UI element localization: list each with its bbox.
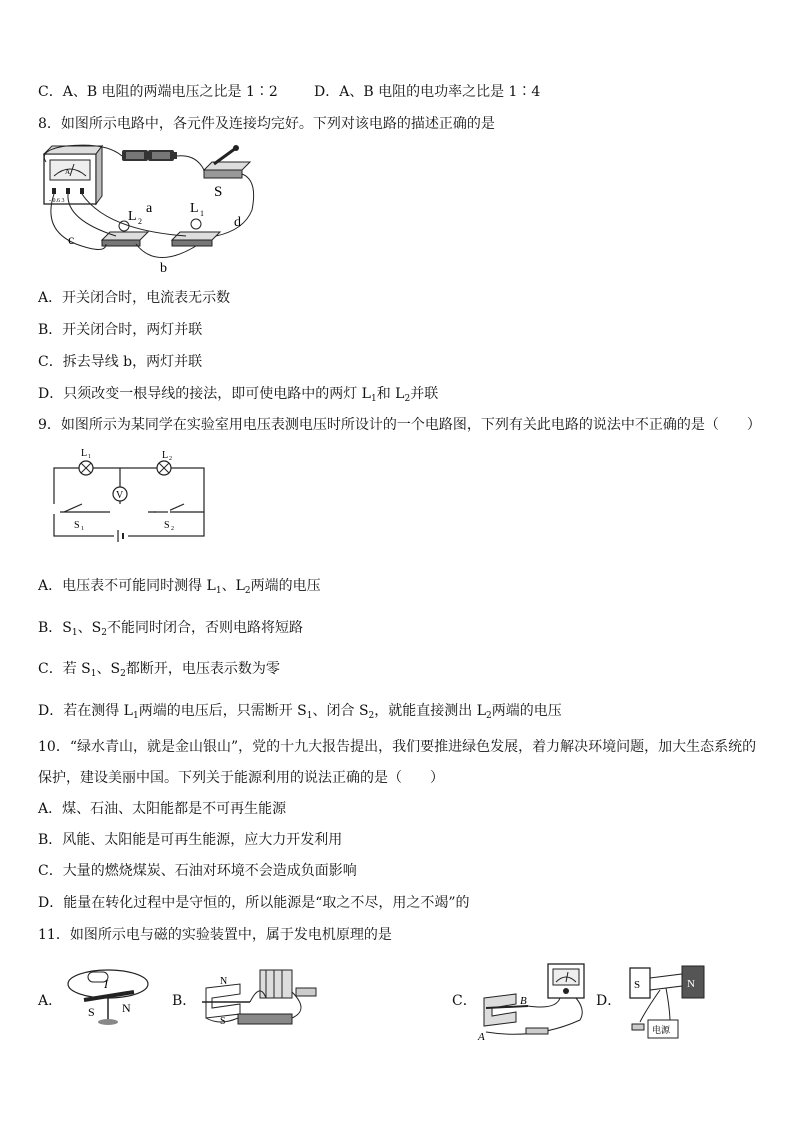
- ammeter-icon: [44, 146, 102, 204]
- svg-text:2: 2: [138, 217, 142, 226]
- bulb-l1-icon: [172, 201, 220, 246]
- q8-option-c: C．拆去导线 b，两灯并联: [38, 354, 203, 370]
- switch-s1-icon: [64, 504, 82, 512]
- q7-option-d: D．A、B 电阻的电功率之比是 1∶4: [314, 84, 541, 100]
- horseshoe-magnet-icon: [484, 994, 516, 1026]
- q9-option-a: A．电压表不可能同时测得 $L_1$、$L_2$两端的电压: [38, 578, 321, 596]
- wire-b-label: b: [160, 261, 167, 275]
- q10-stem-line2: 保护，建设美丽中国。下列关于能源利用的说法正确的是（ ）: [38, 770, 444, 786]
- svg-text:I: I: [104, 977, 108, 991]
- galvanometer-icon: [548, 964, 584, 998]
- q8-option-a: A．开关闭合时，电流表无示数: [38, 290, 231, 306]
- battery-icon: [122, 150, 177, 161]
- battery-icon: [260, 970, 292, 998]
- q11-option-d-label: D．: [596, 993, 622, 1009]
- wire-d-label: d: [234, 215, 241, 230]
- q8-option-d: D．只须改变一根导线的接法，即可使电路中的两灯 $L_1$和 $L_2$并联: [38, 386, 439, 404]
- switch-icon: [204, 145, 250, 200]
- q11-figure-a: [62, 962, 158, 1032]
- svg-text:N: N: [122, 1001, 131, 1015]
- svg-text:N: N: [220, 976, 228, 987]
- bulb-l2-icon: [102, 209, 148, 246]
- q11-stem: 11．如图所示电与磁的实验装置中，属于发电机原理的是: [38, 927, 392, 943]
- q9-option-b: B．$S_1$、$S_2$不能同时闭合，否则电路将短路: [38, 620, 303, 638]
- svg-text:1: 1: [200, 209, 204, 218]
- svg-text:S: S: [220, 1016, 226, 1027]
- svg-text:N: N: [687, 978, 695, 990]
- svg-text:S: S: [74, 520, 80, 531]
- q11-figure-d: [626, 960, 710, 1042]
- voltmeter-icon: [113, 487, 127, 501]
- q10-option-a: A．煤、石油、太阳能都是不可再生能源: [38, 801, 287, 817]
- svg-text:1: 1: [88, 454, 91, 460]
- q7-option-c: C．A、B 电阻的两端电压之比是 1∶2: [38, 84, 278, 100]
- svg-text:L: L: [81, 448, 88, 459]
- q9-option-c: C．若 $S_1$、$S_2$都断开，电压表示数为零: [38, 661, 280, 679]
- svg-text:L: L: [190, 201, 199, 216]
- svg-text:S: S: [164, 520, 170, 531]
- svg-text:S: S: [214, 184, 223, 200]
- coil-loop-icon: [650, 974, 682, 990]
- q10-option-d: D．能量在转化过程中是守恒的，所以能源是“取之不尽，用之不竭”的: [38, 895, 470, 911]
- svg-text:B: B: [520, 995, 527, 1007]
- svg-text:L: L: [162, 450, 169, 461]
- svg-text:V: V: [116, 490, 124, 501]
- lamp-l1-icon: [79, 448, 93, 475]
- horseshoe-magnet-icon: [206, 984, 240, 1018]
- wire-a-label: a: [146, 201, 153, 216]
- switch-icon: [296, 988, 316, 996]
- svg-text:电源: 电源: [652, 1025, 671, 1035]
- q11-option-b-label: B．: [172, 993, 197, 1009]
- battery-icon: [114, 530, 128, 542]
- q10-option-c: C．大量的燃烧煤炭、石油对环境不会造成负面影响: [38, 863, 357, 879]
- q9-circuit-figure: [46, 448, 216, 556]
- svg-text:- 0.6 3: - 0.6 3: [49, 198, 65, 204]
- q8-stem: 8．如图所示电路中，各元件及连接均完好。下列对该电路的描述正确的是: [38, 116, 495, 132]
- q10-option-b: B．风能、太阳能是可再生能源，应大力开发利用: [38, 832, 343, 848]
- wire-c-label: c: [68, 233, 75, 248]
- q8-circuit-figure: [36, 140, 266, 275]
- svg-text:S: S: [88, 1005, 95, 1019]
- svg-text:2: 2: [169, 456, 172, 462]
- q9-option-d: D．若在测得 $L_1$两端的电压后，只需断开 $S_1$、闭合 $S_2$，就能直接测出 $L_2$两端的电压: [38, 703, 562, 721]
- svg-text:1: 1: [81, 526, 84, 532]
- svg-text:A: A: [65, 168, 71, 176]
- svg-text:2: 2: [171, 526, 174, 532]
- q11-figure-c: [476, 960, 592, 1040]
- q11-option-c-label: C．: [452, 993, 477, 1009]
- q10-stem-line1: 10．“绿水青山，就是金山银山”，党的十九大报告提出，我们要推进绿色发展，着力解决环境问题，加大生态系统的: [38, 739, 757, 755]
- rheostat-icon: [238, 1014, 292, 1024]
- lamp-l2-icon: [157, 450, 172, 475]
- q11-figure-b: [200, 962, 330, 1034]
- q9-stem: 9．如图所示为某同学在实验室用电压表测电压时所设计的一个电路图，下列有关此电路的说法中不正确的是（ ）: [38, 417, 761, 433]
- svg-text:S: S: [634, 979, 641, 991]
- q8-option-b: B．开关闭合时，两灯并联: [38, 322, 203, 338]
- q11-option-a-label: A．: [38, 993, 63, 1009]
- svg-text:L: L: [128, 209, 137, 224]
- svg-text:A: A: [478, 1031, 485, 1040]
